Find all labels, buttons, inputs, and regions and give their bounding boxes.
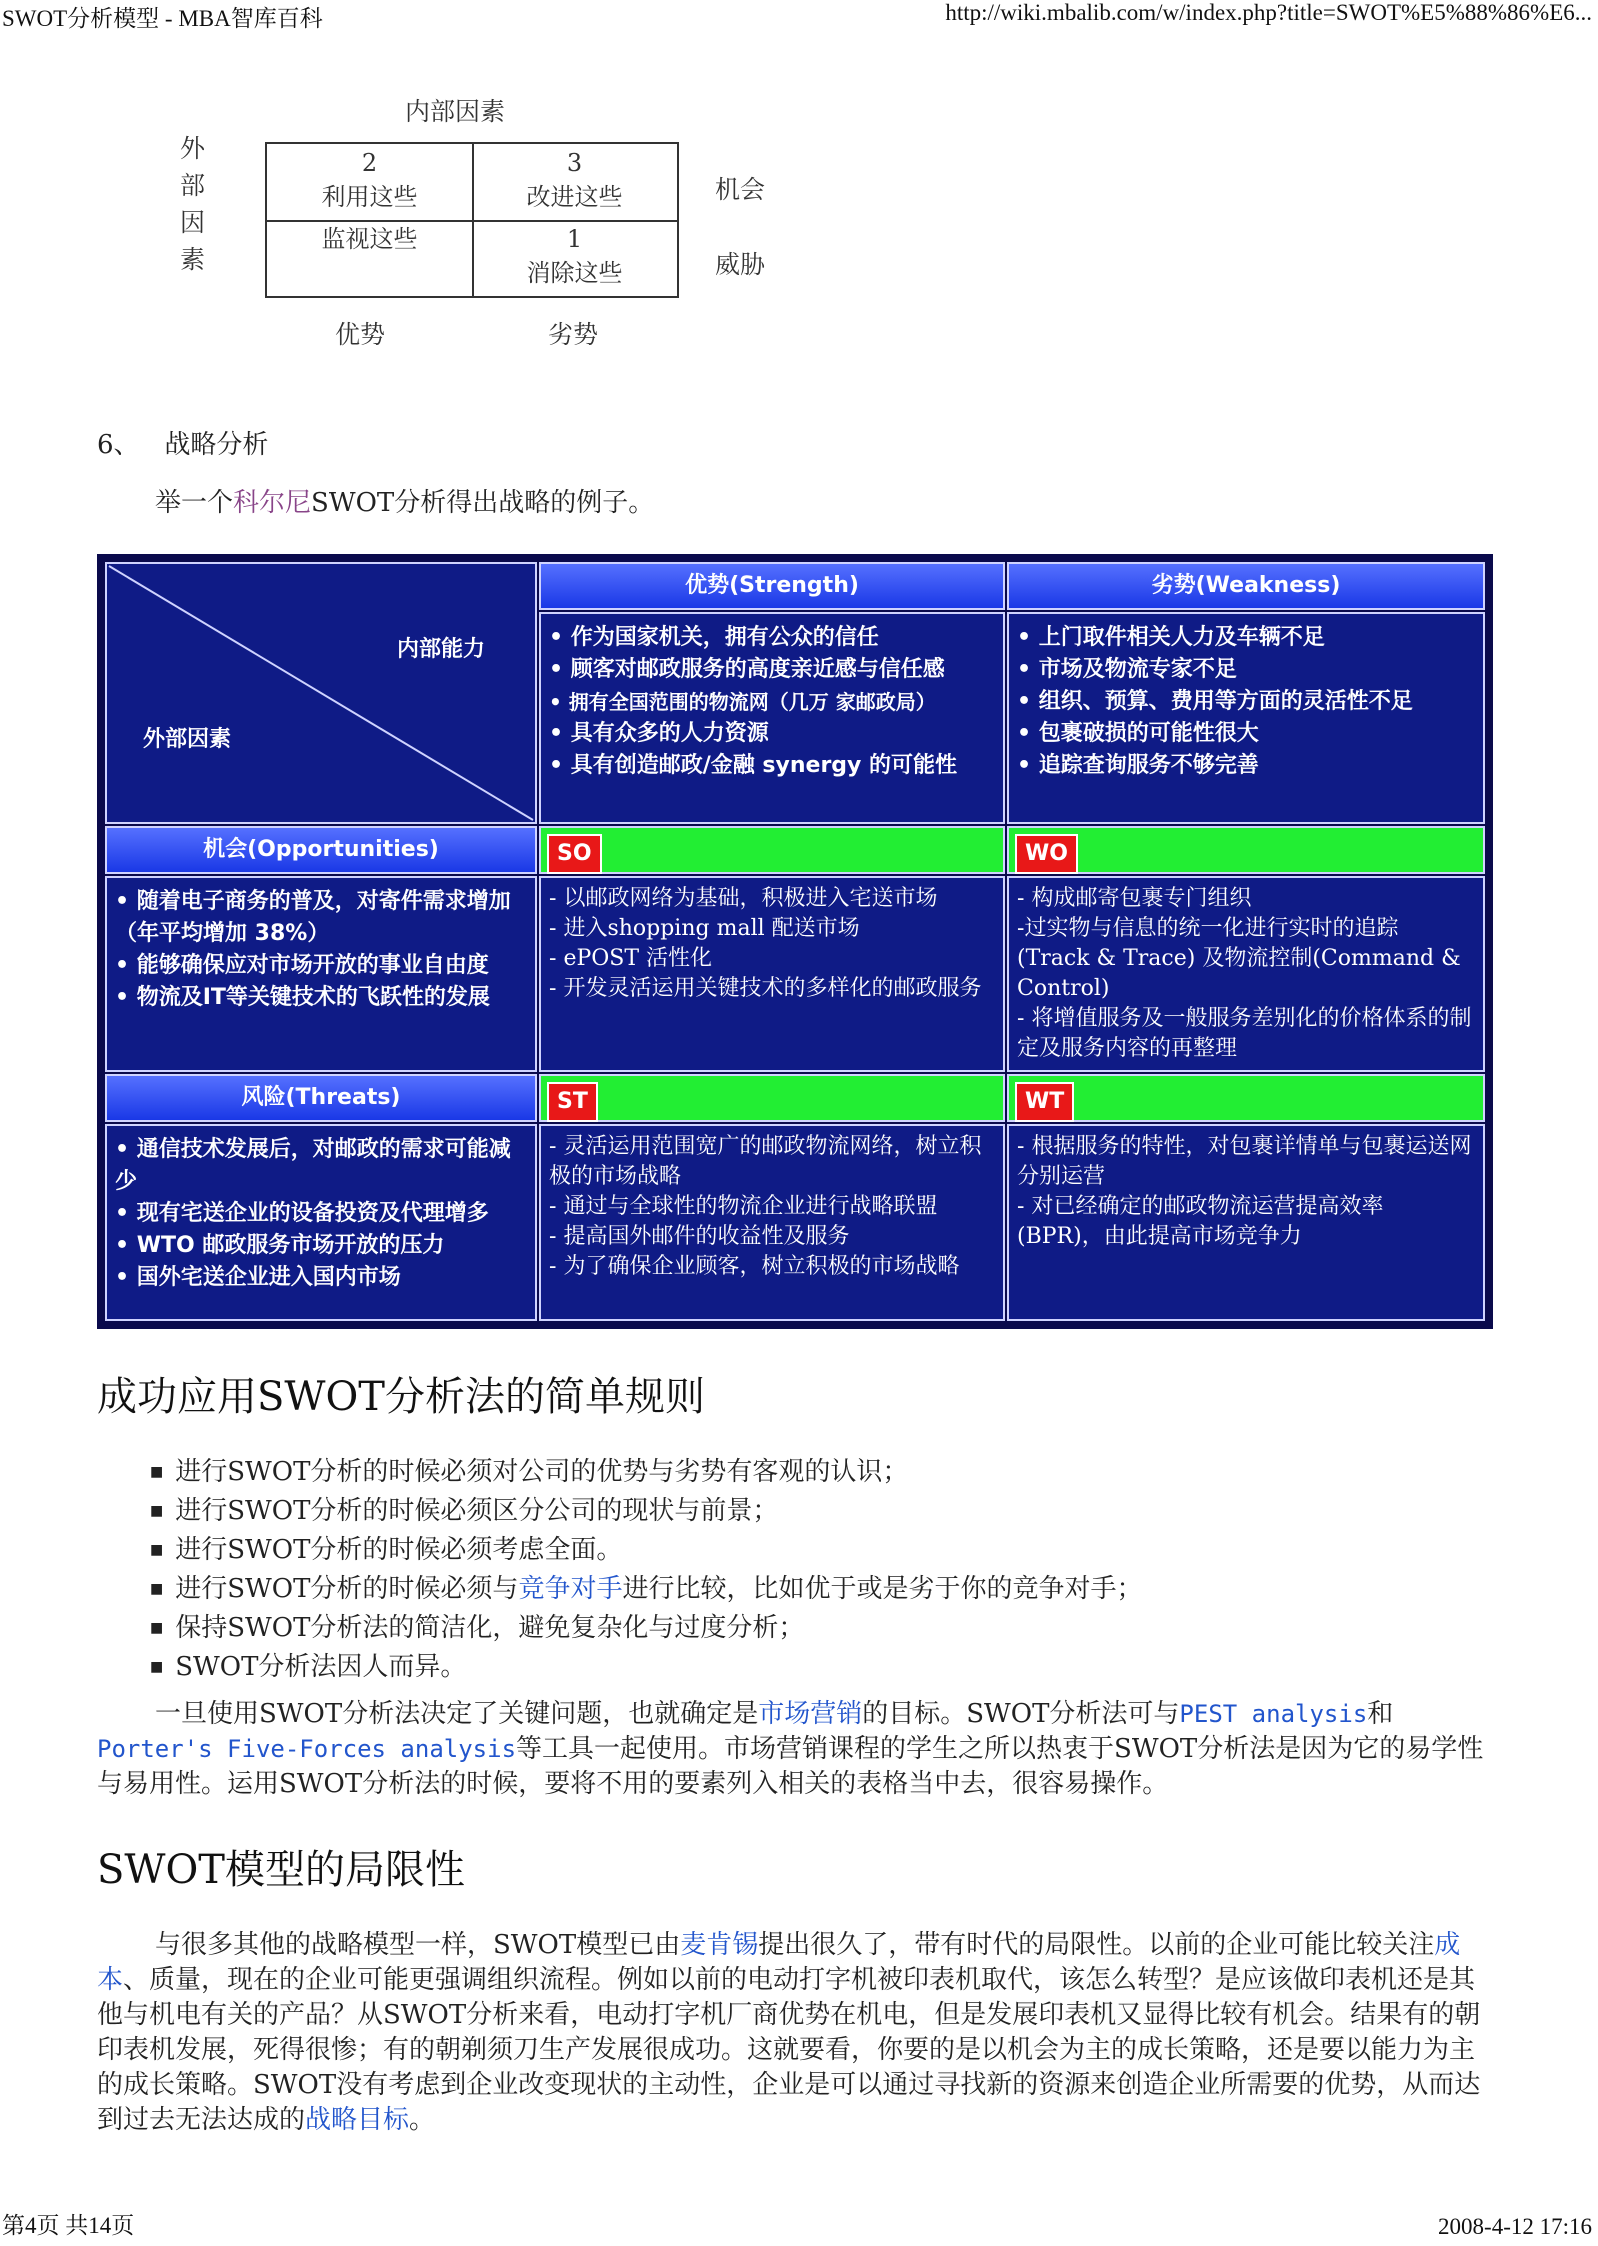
list-item: • 随着电子商务的普及，对寄件需求增加 （年平均增加 38%） <box>115 889 511 946</box>
list-item: • 组织、预算、费用等方面的灵活性不足 <box>1017 689 1413 714</box>
rules-paragraph: 一旦使用SWOT分析法决定了关键问题，也就确定是市场营销的目标。SWOT分析法可与PEST analysis和Porter's Five-Forces analysis等工具一起使用。市场营销课程的学生之所以热衷于SWOT分析法是因为它的易学性与易用性。运用SWOT分析法的时候，要将不用的要素列入相关的表格当中去，很容易操作。 <box>97 1699 1484 1799</box>
list-item: • 上门取件相关人力及车辆不足 <box>1017 625 1325 650</box>
opportunities-header: 机会(Opportunities) <box>105 826 537 874</box>
list-item: • 现有宅送企业的设备投资及代理增多 <box>115 1201 489 1226</box>
strengths-list <box>539 612 1005 824</box>
porter-link[interactable]: Porter's Five-Forces analysis <box>97 1735 517 1763</box>
cost-link[interactable]: 成本 <box>97 1930 1461 1995</box>
list-item: • 包裹破损的可能性很大 <box>1017 721 1259 746</box>
external-factors-label <box>180 130 210 278</box>
list-item: • 具有创造邮政/金融 synergy 的可能性 <box>549 753 958 778</box>
pest-link[interactable]: PEST analysis <box>1179 1700 1368 1728</box>
kearney-link[interactable]: 科尔尼 <box>233 488 312 518</box>
wo-header <box>1007 826 1485 874</box>
competitor-link[interactable]: 竞争对手 <box>518 1574 623 1604</box>
side-char: 因 <box>180 208 206 237</box>
list-item: -过实物与信息的统一化进行实时的追踪 (Track & Trace) 及物流控制(Command & Control) <box>1017 916 1461 1001</box>
wt-header <box>1007 1074 1485 1122</box>
page-header-title: SWOT分析模型 - MBA智库百科 <box>2 6 323 31</box>
list-item: • 具有众多的人力资源 <box>549 721 769 746</box>
list-item: ■ 保持SWOT分析法的简洁化，避免复杂化与过度分析； <box>150 1611 1142 1650</box>
list-item: • WTO 邮政服务市场开放的压力 <box>115 1233 445 1258</box>
wo-strategies <box>1007 876 1485 1072</box>
rules-heading: 成功应用SWOT分析法的简单规则 <box>97 1374 705 1420</box>
marketing-link[interactable]: 市场营销 <box>758 1699 863 1729</box>
limits-heading: SWOT模型的局限性 <box>97 1847 465 1893</box>
list-item: ■ 进行SWOT分析的时候必须区分公司的现状与前景； <box>150 1494 1142 1533</box>
intro-paragraph: 举一个科尔尼SWOT分析得出战略的例子。 <box>155 488 655 518</box>
weakness-label: 劣势 <box>548 320 599 349</box>
list-item: • 市场及物流专家不足 <box>1017 657 1237 682</box>
list-item: - 为了确保企业顾客，树立积极的市场战略 <box>549 1254 960 1279</box>
swot-strategy-table <box>97 554 1493 1329</box>
cell-leverage: 2 利用这些 <box>321 149 418 211</box>
so-header <box>539 826 1005 874</box>
section-6-heading: 6、 战略分析 <box>97 430 269 460</box>
weakness-header: 劣势(Weakness) <box>1007 562 1485 610</box>
st-header <box>539 1074 1005 1122</box>
wo-tag: WO <box>1015 834 1078 874</box>
list-item: - ePOST 活性化 <box>549 946 713 971</box>
list-item: ■ 进行SWOT分析的时候必须与竞争对手进行比较，比如优于或是劣于你的竞争对手； <box>150 1572 1142 1611</box>
limits-paragraph: 与很多其他的战略模型一样，SWOT模型已由麦肯锡提出很久了，带有时代的局限性。以前的企业可能比较关注成本、质量，现在的企业可能更强调组织流程。例如以前的电动打字机被印表机取代，该怎么转型？是应该做印表机还是其他与机电有关的产品？从SWOT分析来看，电动打字机厂商优势在机电，但是发展印表机又显得比较有机会。结果有的朝印表机发展，死得很惨；有的朝剃须刀生产发展很成功。这就要看，你要的是以机会为主的成长策略，还是要以能力为主的成长策略。SWOT没有考虑到企业改变现状的主动性，企业是可以通过寻找新的资源来创造企业所需要的优势，从而达到过去无法达成的战略目标。 <box>97 1930 1481 2135</box>
cell-monitor: 监视这些 <box>321 225 418 253</box>
opportunity-label: 机会 <box>715 175 766 204</box>
side-char: 素 <box>180 245 206 274</box>
side-char: 外 <box>180 134 206 163</box>
list-item: - 构成邮寄包裹专门组织 <box>1017 886 1252 911</box>
wt-strategies <box>1007 1124 1485 1321</box>
corner-cell <box>105 562 537 824</box>
list-item: - 通过与全球性的物流企业进行战略联盟 <box>549 1194 938 1219</box>
threats-list <box>105 1124 537 1321</box>
opportunities-list <box>105 876 537 1072</box>
strength-label: 优势 <box>335 320 386 349</box>
page-footer-page: 第4页 共14页 <box>2 2213 135 2238</box>
list-item: - 将增值服务及一般服务差别化的价格体系的制定及服务内容的再整理 <box>1017 1006 1472 1061</box>
page-header-url[interactable]: http://wiki.mbalib.com/w/index.php?title=SWOT%E5%88%86%E6... <box>945 0 1592 25</box>
st-tag: ST <box>547 1082 598 1122</box>
page-footer-datetime: 2008-4-12 17:16 <box>1438 2214 1592 2239</box>
list-item: • 物流及IT等关键技术的飞跃性的发展 <box>115 985 490 1010</box>
list-item: • 通信技术发展后，对邮政的需求可能减少 <box>115 1137 511 1194</box>
list-item: • 能够确保应对市场开放的事业自由度 <box>115 953 489 978</box>
list-item: ■ SWOT分析法因人而异。 <box>150 1650 1142 1689</box>
list-item: - 对已经确定的邮政物流运营提高效率 (BPR)，由此提高市场竞争力 <box>1017 1194 1384 1249</box>
internal-capability-label: 内部能力 <box>397 637 486 662</box>
rules-list <box>150 1455 1142 1689</box>
st-strategies <box>539 1124 1005 1321</box>
list-item: ■ 进行SWOT分析的时候必须对公司的优势与劣势有客观的认识； <box>150 1455 1142 1494</box>
list-item: - 灵活运用范围宽广的邮政物流网络，树立积极的市场战略 <box>549 1134 982 1189</box>
internal-factors-label: 内部因素 <box>405 97 506 126</box>
strategic-goal-link[interactable]: 战略目标 <box>305 2105 410 2135</box>
list-item: - 开发灵活运用关键技术的多样化的邮政服务 <box>549 976 982 1001</box>
list-item: - 提高国外邮件的收益性及服务 <box>549 1224 850 1249</box>
list-item: - 以邮政网络为基础，积极进入宅送市场 <box>549 886 938 911</box>
mini-grid <box>265 142 679 298</box>
list-item: - 进入shopping mall 配送市场 <box>549 916 860 941</box>
list-item: • 拥有全国范围的物流网（几万 家邮政局） <box>549 690 936 714</box>
list-item: • 追踪查询服务不够完善 <box>1017 753 1259 778</box>
list-item: - 根据服务的特性，对包裹详情单与包裹运送网分别运营 <box>1017 1134 1472 1189</box>
list-item: • 顾客对邮政服务的高度亲近感与信任感 <box>549 657 945 682</box>
wt-tag: WT <box>1015 1082 1074 1122</box>
so-strategies <box>539 876 1005 1072</box>
cell-eliminate: 1 消除这些 <box>526 225 623 287</box>
weaknesses-list <box>1007 612 1485 824</box>
list-item: • 国外宅送企业进入国内市场 <box>115 1265 401 1290</box>
external-factors-corner-label: 外部因素 <box>143 727 232 752</box>
swot-mini-diagram <box>160 90 800 370</box>
list-item: ■ 进行SWOT分析的时候必须考虑全面。 <box>150 1533 1142 1572</box>
so-tag: SO <box>547 834 602 874</box>
mckinsey-link[interactable]: 麦肯锡 <box>680 1930 759 1960</box>
side-char: 部 <box>180 171 206 200</box>
threat-label: 威胁 <box>715 250 766 279</box>
strength-header: 优势(Strength) <box>539 562 1005 610</box>
cell-improve: 3 改进这些 <box>526 149 623 211</box>
list-item: • 作为国家机关，拥有公众的信任 <box>549 625 879 650</box>
threats-header: 风险(Threats) <box>105 1074 537 1122</box>
